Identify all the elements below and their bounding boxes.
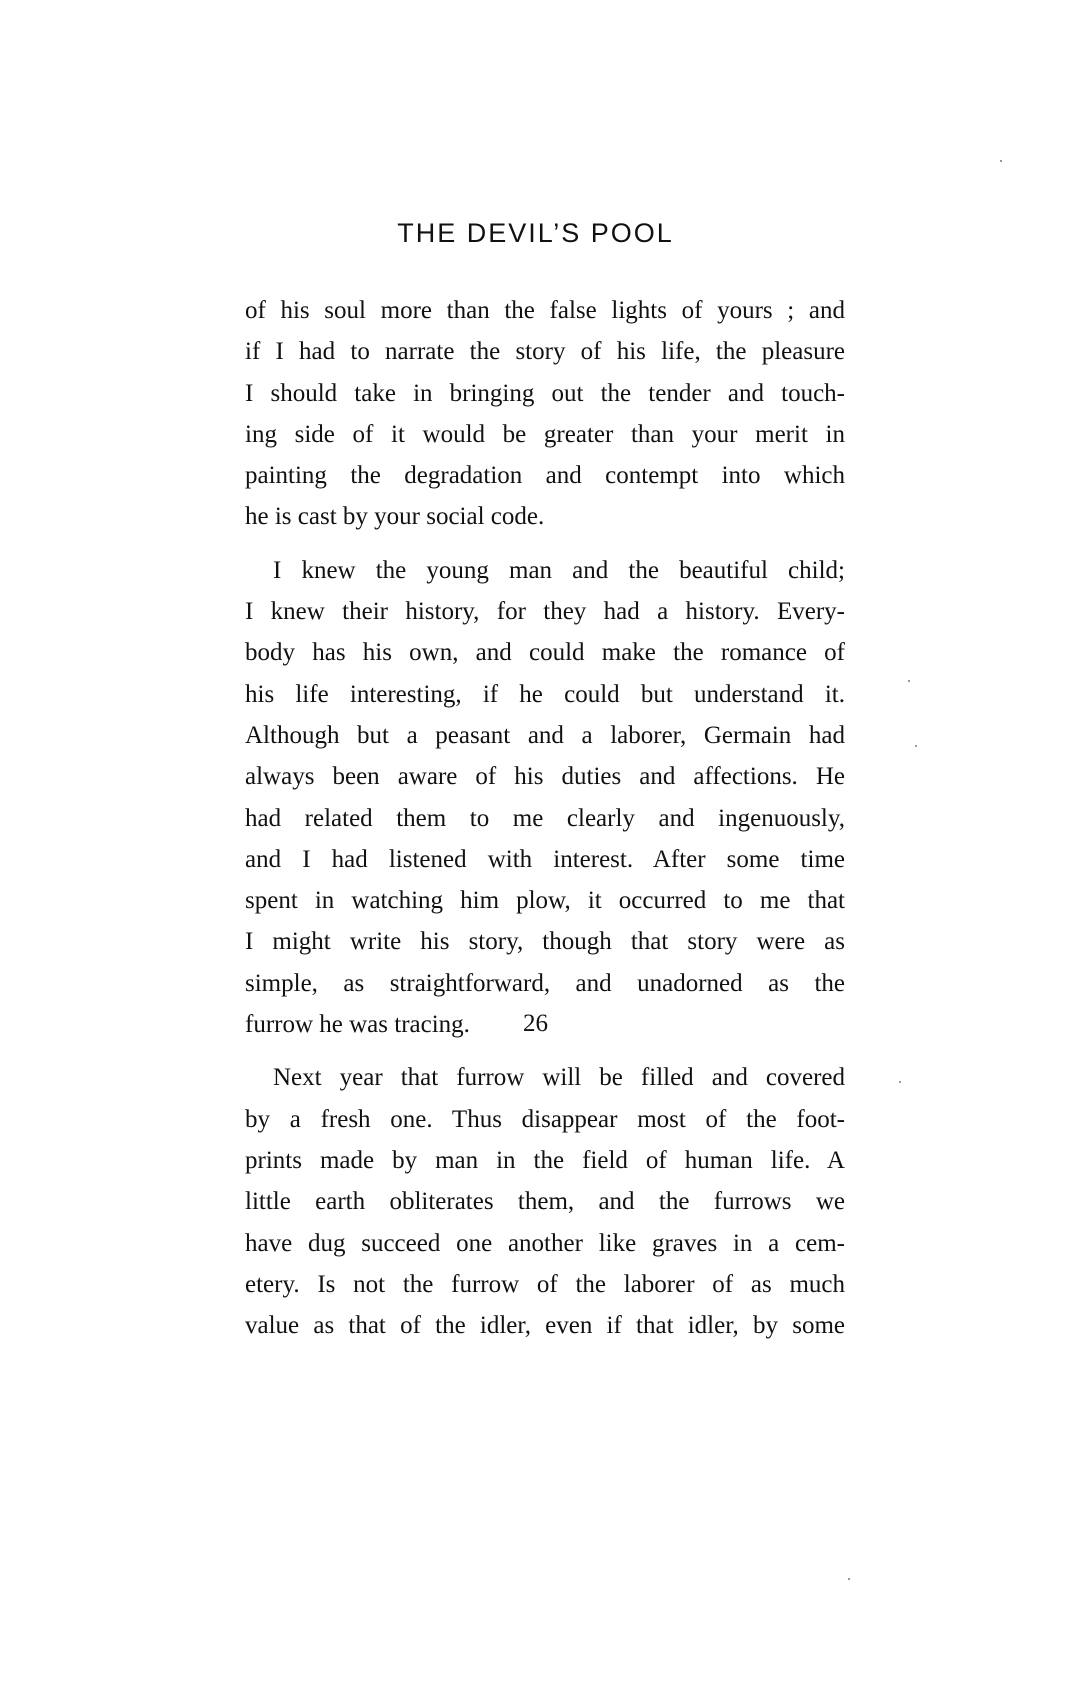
text-line: by a fresh one. Thus disappear most of the foot- xyxy=(245,1105,845,1133)
text-line: his life interesting, if he could but understand it. xyxy=(245,680,845,708)
text-line: etery. Is not the furrow of the laborer of as much xyxy=(245,1270,845,1298)
text-line: I might write his story, though that story were as xyxy=(245,928,845,956)
text-line: ing side of it would be greater than your merit in xyxy=(245,420,845,448)
body-text xyxy=(245,290,845,1346)
scan-speck xyxy=(899,1081,901,1083)
text-line: painting the degradation and contempt into which xyxy=(245,462,845,490)
text-line: value as that of the idler, even if that idler, by some xyxy=(245,1312,845,1340)
text-line: if I had to narrate the story of his life, the pleasure xyxy=(245,338,845,366)
text-line: I knew the young man and the beautiful child; xyxy=(273,556,845,584)
text-line: I should take in bringing out the tender and touch- xyxy=(245,379,845,407)
scan-speck xyxy=(848,1578,850,1580)
text-line: simple, as straightforward, and unadorned as the xyxy=(245,969,845,997)
text-line: always been aware of his duties and affections. He xyxy=(245,763,845,791)
text-line: I knew their history, for they had a history. Every- xyxy=(245,598,845,626)
scan-speck xyxy=(1000,160,1002,162)
paragraph-gap xyxy=(245,538,845,550)
scan-speck xyxy=(908,680,910,682)
text-line: and I had listened with interest. After some time xyxy=(245,845,845,873)
text-line: of his soul more than the false lights of yours ; and xyxy=(245,297,845,324)
scan-speck xyxy=(915,745,917,747)
text-line: furrow he was tracing. xyxy=(245,1011,470,1039)
text-line: he is cast by your social code. xyxy=(245,503,545,531)
text-line: Next year that furrow will be filled and covered xyxy=(273,1064,845,1092)
paragraph xyxy=(245,290,845,538)
paragraph xyxy=(245,1057,845,1346)
page-number: 26 xyxy=(523,1010,548,1037)
text-line: body has his own, and could make the romance of xyxy=(245,639,845,667)
text-line: have dug succeed one another like graves in a cem- xyxy=(245,1229,845,1257)
text-line: little earth obliterates them, and the furrows we xyxy=(245,1188,845,1216)
running-title: THE DEVIL’S POOL xyxy=(397,218,674,248)
text-line: spent in watching him plow, it occurred to me that xyxy=(245,887,845,915)
text-line: prints made by man in the field of human life. A xyxy=(245,1146,845,1174)
text-line: had related them to me clearly and ingenuously, xyxy=(245,804,845,832)
text-line: Although but a peasant and a laborer, Germain had xyxy=(245,721,845,749)
paragraph xyxy=(245,550,845,1046)
paragraph-gap xyxy=(245,1045,845,1057)
